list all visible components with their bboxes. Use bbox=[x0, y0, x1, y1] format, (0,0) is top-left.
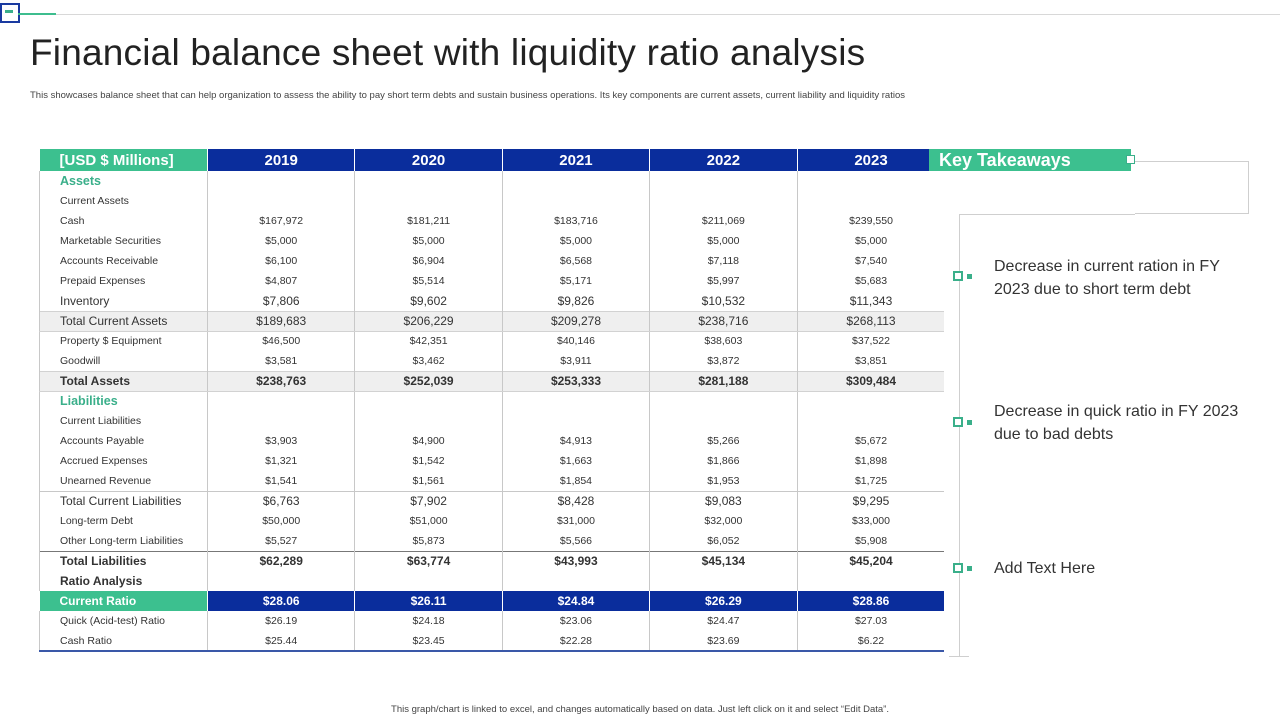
row-label: Long-term Debt bbox=[40, 511, 208, 531]
table-cell: $23.45 bbox=[355, 631, 502, 651]
table-cell: $4,913 bbox=[502, 431, 649, 451]
table-cell bbox=[502, 571, 649, 591]
row-label: Accounts Receivable bbox=[40, 251, 208, 271]
table-cell bbox=[650, 571, 797, 591]
table-cell: $43,993 bbox=[502, 551, 649, 571]
table-cell: $5,683 bbox=[797, 271, 944, 291]
row-label: Quick (Acid-test) Ratio bbox=[40, 611, 208, 631]
table-cell: $7,806 bbox=[208, 291, 355, 311]
table-cell: $211,069 bbox=[650, 211, 797, 231]
table-cell: $46,500 bbox=[208, 331, 355, 351]
takeaway-dot-icon bbox=[967, 274, 972, 279]
table-cell: $25.44 bbox=[208, 631, 355, 651]
table-row bbox=[40, 491, 945, 511]
table-row bbox=[40, 291, 945, 311]
table-cell: $209,278 bbox=[502, 311, 649, 331]
table-cell: $5,672 bbox=[797, 431, 944, 451]
table-row bbox=[40, 551, 945, 571]
row-label: Assets bbox=[40, 171, 208, 191]
table-cell: $38,603 bbox=[650, 331, 797, 351]
table-cell: $3,851 bbox=[797, 351, 944, 371]
table-row bbox=[40, 331, 945, 351]
table-row bbox=[40, 191, 945, 211]
table-cell: $45,134 bbox=[650, 551, 797, 571]
table-cell: $238,716 bbox=[650, 311, 797, 331]
table-cell: $1,854 bbox=[502, 471, 649, 491]
table-cell: $26.19 bbox=[208, 611, 355, 631]
table-cell bbox=[650, 171, 797, 191]
table-cell: $32,000 bbox=[650, 511, 797, 531]
table-cell: $26.29 bbox=[650, 591, 797, 611]
takeaway-bullet-icon bbox=[953, 417, 963, 427]
table-cell: $3,581 bbox=[208, 351, 355, 371]
table-row bbox=[40, 591, 945, 611]
table-row bbox=[40, 231, 945, 251]
header-year: 2023 bbox=[797, 149, 944, 171]
table-cell: $268,113 bbox=[797, 311, 944, 331]
table-cell: $1,663 bbox=[502, 451, 649, 471]
table-row bbox=[40, 351, 945, 371]
table-cell: $238,763 bbox=[208, 371, 355, 391]
table-row bbox=[40, 371, 945, 391]
table-cell bbox=[797, 391, 944, 411]
table-cell: $9,295 bbox=[797, 491, 944, 511]
table-cell: $31,000 bbox=[502, 511, 649, 531]
table-cell bbox=[355, 391, 502, 411]
table-cell: $181,211 bbox=[355, 211, 502, 231]
table-row bbox=[40, 611, 945, 631]
takeaway-point: Decrease in current ration in FY 2023 due to short term debt bbox=[994, 258, 1220, 298]
page-title: Financial balance sheet with liquidity ratio analysis bbox=[30, 32, 866, 73]
table-cell: $239,550 bbox=[797, 211, 944, 231]
row-label: Property $ Equipment bbox=[40, 331, 208, 351]
table-body bbox=[40, 171, 945, 651]
row-label: Current Assets bbox=[40, 191, 208, 211]
table-cell: $1,541 bbox=[208, 471, 355, 491]
takeaways-connector-square bbox=[1126, 155, 1135, 164]
table-cell: $11,343 bbox=[797, 291, 944, 311]
table-cell: $6.22 bbox=[797, 631, 944, 651]
table-cell: $3,462 bbox=[355, 351, 502, 371]
table-cell bbox=[355, 571, 502, 591]
table-cell: $10,532 bbox=[650, 291, 797, 311]
table-cell: $24.47 bbox=[650, 611, 797, 631]
table-cell: $5,000 bbox=[650, 231, 797, 251]
table-cell: $7,540 bbox=[797, 251, 944, 271]
table-cell: $167,972 bbox=[208, 211, 355, 231]
row-label: Total Assets bbox=[40, 371, 208, 391]
row-label: Ratio Analysis bbox=[40, 571, 208, 591]
takeaway-point: Add Text Here bbox=[994, 560, 1096, 577]
page-subtitle: This showcases balance sheet that can help organization to assess the ability to pay short term debts and sustain business operations. Its key components are current assets, current liability and liquidity ratios bbox=[30, 90, 905, 101]
takeaway-bullet-icon bbox=[953, 271, 963, 281]
table-cell bbox=[650, 411, 797, 431]
table-cell bbox=[208, 411, 355, 431]
balance-sheet-table bbox=[39, 149, 944, 652]
table-cell: $206,229 bbox=[355, 311, 502, 331]
table-cell: $51,000 bbox=[355, 511, 502, 531]
table-cell bbox=[797, 411, 944, 431]
table-cell: $1,561 bbox=[355, 471, 502, 491]
table-cell bbox=[502, 191, 649, 211]
table-cell: $4,900 bbox=[355, 431, 502, 451]
table-cell: $189,683 bbox=[208, 311, 355, 331]
table-cell: $50,000 bbox=[208, 511, 355, 531]
table-cell: $24.84 bbox=[502, 591, 649, 611]
table-cell: $7,118 bbox=[650, 251, 797, 271]
table-cell: $40,146 bbox=[502, 331, 649, 351]
table-cell bbox=[208, 391, 355, 411]
table-row bbox=[40, 391, 945, 411]
table-cell bbox=[797, 171, 944, 191]
table-cell: $23.69 bbox=[650, 631, 797, 651]
table-cell: $1,725 bbox=[797, 471, 944, 491]
table-header-row bbox=[40, 149, 945, 171]
table-cell: $6,100 bbox=[208, 251, 355, 271]
corner-logo-mark bbox=[0, 3, 20, 23]
row-label: Cash bbox=[40, 211, 208, 231]
table-cell bbox=[502, 171, 649, 191]
row-label: Cash Ratio bbox=[40, 631, 208, 651]
header-unit-label: [USD $ Millions] bbox=[40, 149, 208, 171]
row-label: Other Long-term Liabilities bbox=[40, 531, 208, 551]
takeaways-connector-line bbox=[959, 214, 1135, 215]
table-cell: $1,866 bbox=[650, 451, 797, 471]
table-cell bbox=[355, 191, 502, 211]
table-cell: $5,000 bbox=[355, 231, 502, 251]
takeaway-bullet-icon bbox=[953, 563, 963, 573]
table-row bbox=[40, 211, 945, 231]
row-label: Marketable Securities bbox=[40, 231, 208, 251]
table-cell: $252,039 bbox=[355, 371, 502, 391]
takeaway-dot-icon bbox=[967, 566, 972, 571]
table-cell bbox=[208, 171, 355, 191]
table-cell: $1,542 bbox=[355, 451, 502, 471]
table-cell bbox=[650, 191, 797, 211]
table-cell: $37,522 bbox=[797, 331, 944, 351]
table-cell: $28.06 bbox=[208, 591, 355, 611]
table-cell bbox=[502, 391, 649, 411]
table-cell: $4,807 bbox=[208, 271, 355, 291]
table-cell: $9,826 bbox=[502, 291, 649, 311]
table-cell: $5,997 bbox=[650, 271, 797, 291]
table-cell: $3,903 bbox=[208, 431, 355, 451]
table-cell: $24.18 bbox=[355, 611, 502, 631]
table-cell: $5,566 bbox=[502, 531, 649, 551]
row-label: Unearned Revenue bbox=[40, 471, 208, 491]
row-label: Accrued Expenses bbox=[40, 451, 208, 471]
table-cell: $26.11 bbox=[355, 591, 502, 611]
row-label: Total Current Assets bbox=[40, 311, 208, 331]
table-cell: $63,774 bbox=[355, 551, 502, 571]
table-row bbox=[40, 431, 945, 451]
table-cell: $309,484 bbox=[797, 371, 944, 391]
table-cell bbox=[502, 411, 649, 431]
key-takeaways-heading: Key Takeaways bbox=[929, 149, 1131, 171]
header-year: 2020 bbox=[355, 149, 502, 171]
row-label: Accounts Payable bbox=[40, 431, 208, 451]
top-accent-line bbox=[18, 13, 56, 15]
table-row bbox=[40, 511, 945, 531]
table-cell: $5,266 bbox=[650, 431, 797, 451]
table-cell: $5,000 bbox=[797, 231, 944, 251]
row-label: Total Current Liabilities bbox=[40, 491, 208, 511]
table-row bbox=[40, 471, 945, 491]
table-cell: $23.06 bbox=[502, 611, 649, 631]
table-cell: $5,527 bbox=[208, 531, 355, 551]
table-cell: $9,083 bbox=[650, 491, 797, 511]
table-row bbox=[40, 311, 945, 331]
table-cell: $253,333 bbox=[502, 371, 649, 391]
table-cell: $1,953 bbox=[650, 471, 797, 491]
table-cell: $3,872 bbox=[650, 351, 797, 371]
table-row bbox=[40, 171, 945, 191]
table-cell bbox=[208, 571, 355, 591]
row-label: Total Liabilities bbox=[40, 551, 208, 571]
table-cell bbox=[797, 191, 944, 211]
takeaways-timeline-end bbox=[949, 656, 969, 657]
header-year: 2022 bbox=[650, 149, 797, 171]
table-cell bbox=[355, 171, 502, 191]
row-label: Liabilities bbox=[40, 391, 208, 411]
table-cell: $1,898 bbox=[797, 451, 944, 471]
table-cell: $5,000 bbox=[502, 231, 649, 251]
table-cell: $6,052 bbox=[650, 531, 797, 551]
table-row bbox=[40, 531, 945, 551]
table-cell: $5,000 bbox=[208, 231, 355, 251]
table-cell: $9,602 bbox=[355, 291, 502, 311]
table-cell: $27.03 bbox=[797, 611, 944, 631]
table-cell bbox=[797, 571, 944, 591]
row-label: Prepaid Expenses bbox=[40, 271, 208, 291]
table-row bbox=[40, 251, 945, 271]
table-cell: $3,911 bbox=[502, 351, 649, 371]
takeaway-dot-icon bbox=[967, 420, 972, 425]
table-cell bbox=[208, 191, 355, 211]
table-cell: $33,000 bbox=[797, 511, 944, 531]
table-cell: $5,514 bbox=[355, 271, 502, 291]
table-cell bbox=[650, 391, 797, 411]
table-cell: $28.86 bbox=[797, 591, 944, 611]
row-label: Current Liabilities bbox=[40, 411, 208, 431]
table-cell: $5,908 bbox=[797, 531, 944, 551]
table-cell: $1,321 bbox=[208, 451, 355, 471]
table-row bbox=[40, 271, 945, 291]
row-label: Inventory bbox=[40, 291, 208, 311]
table-cell: $42,351 bbox=[355, 331, 502, 351]
table-cell: $5,171 bbox=[502, 271, 649, 291]
table-cell: $8,428 bbox=[502, 491, 649, 511]
table-cell: $6,763 bbox=[208, 491, 355, 511]
header-year: 2019 bbox=[208, 149, 355, 171]
row-label: Current Ratio bbox=[40, 591, 208, 611]
table-cell: $281,188 bbox=[650, 371, 797, 391]
table-cell: $45,204 bbox=[797, 551, 944, 571]
table-cell: $6,568 bbox=[502, 251, 649, 271]
table-row bbox=[40, 631, 945, 651]
top-divider bbox=[56, 14, 1280, 15]
table-cell: $6,904 bbox=[355, 251, 502, 271]
footnote: This graph/chart is linked to excel, and changes automatically based on data. Just left click on it and select “Edit Data”. bbox=[391, 704, 889, 715]
table-row bbox=[40, 571, 945, 591]
table-cell: $183,716 bbox=[502, 211, 649, 231]
table-cell: $5,873 bbox=[355, 531, 502, 551]
table-cell: $62,289 bbox=[208, 551, 355, 571]
table-row bbox=[40, 451, 945, 471]
takeaways-connector-bracket bbox=[1135, 161, 1249, 214]
takeaway-point: Decrease in quick ratio in FY 2023 due to bad debts bbox=[994, 403, 1239, 443]
header-year: 2021 bbox=[502, 149, 649, 171]
table-cell: $7,902 bbox=[355, 491, 502, 511]
table-row bbox=[40, 411, 945, 431]
table-cell bbox=[355, 411, 502, 431]
row-label: Goodwill bbox=[40, 351, 208, 371]
table-cell: $22.28 bbox=[502, 631, 649, 651]
